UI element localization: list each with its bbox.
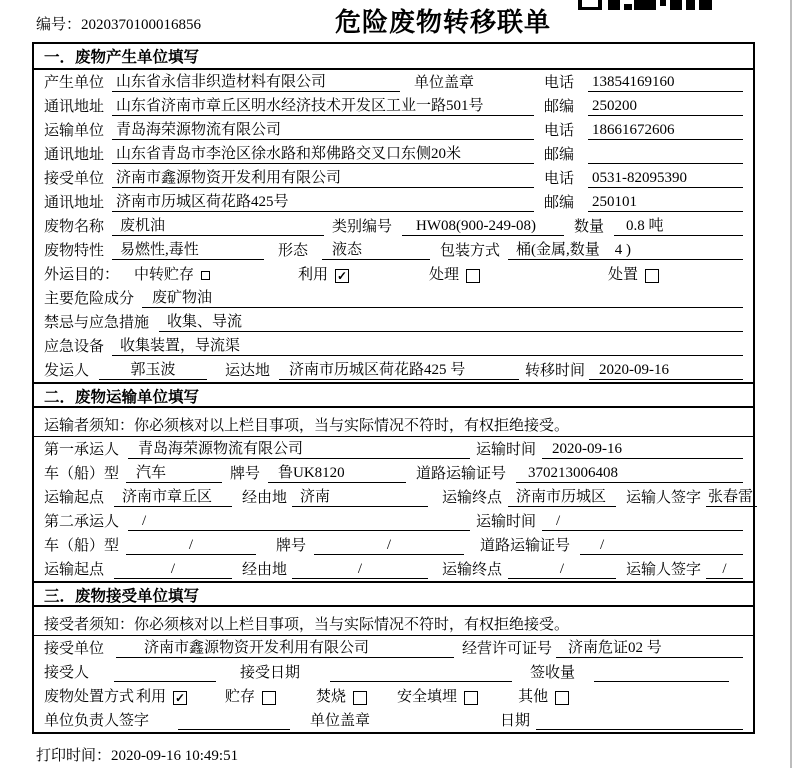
equipment-value: 收集装置，导流渠 xyxy=(112,337,743,356)
producer-address-value: 山东省济南市章丘区明水经济技术开发区工业一路501号 xyxy=(112,97,534,116)
zip-label: 邮编 xyxy=(544,99,575,115)
transfer-time-value: 2020-09-16 xyxy=(589,361,743,380)
sender-value: 郭玉波 xyxy=(99,361,207,380)
head-sign-value xyxy=(178,729,290,730)
row-waste-property xyxy=(34,238,753,262)
vehicle-type-label: 车（船）型 xyxy=(44,466,120,482)
qr-block xyxy=(670,0,682,10)
row-purpose xyxy=(34,262,753,286)
checkbox-disposal-landfill xyxy=(464,691,478,705)
end-label: 运输终点 xyxy=(442,562,503,578)
second-end-value: / xyxy=(508,560,616,579)
permit-label: 经营许可证号 xyxy=(462,641,553,657)
transport-zip-value xyxy=(588,163,743,164)
second-transport-time-value: / xyxy=(542,512,743,531)
transfer-time-label: 转移时间 xyxy=(525,363,586,379)
receive-unit-value: 济南市鑫源物资开发利用有限公司 xyxy=(112,169,534,188)
checkbox-utilize-checked: ✓ xyxy=(337,269,348,283)
option-label: 处置 xyxy=(608,267,639,283)
receive-zip-value: 250101 xyxy=(588,193,743,212)
manifest-form xyxy=(32,42,755,734)
disposal-option-landfill xyxy=(397,688,478,706)
qr-block xyxy=(660,0,666,6)
checkbox-dispose xyxy=(645,269,659,283)
end-label: 运输终点 xyxy=(442,490,503,506)
receiver-notice: 接受者须知：你必须核对以上栏目事项，当与实际情况不符时，有权拒绝接受。 xyxy=(34,607,753,636)
first-plate-value: 鲁UK8120 xyxy=(268,464,406,483)
transport-unit-label: 运输单位 xyxy=(44,123,105,139)
row-sender xyxy=(34,358,753,382)
unit-seal-label: 单位盖章 xyxy=(414,75,475,91)
print-time-label: 打印时间： xyxy=(36,748,112,764)
purpose-option-transfer-storage xyxy=(134,266,210,284)
page-title: 危险废物转移联单 xyxy=(334,8,552,37)
vehicle-type-label: 车（船）型 xyxy=(44,538,120,554)
second-origin-value: / xyxy=(114,560,232,579)
receive-phone-value: 0531-82095390 xyxy=(588,169,743,188)
option-label: 利用 xyxy=(298,267,329,283)
sign-quantity-label: 签收量 xyxy=(530,665,576,681)
plate-label: 牌号 xyxy=(230,466,261,482)
option-label: 其他 xyxy=(518,689,549,705)
qr-code-fragment xyxy=(578,0,712,10)
second-plate-value: / xyxy=(314,536,464,555)
origin-label: 运输起点 xyxy=(44,562,105,578)
qr-block xyxy=(624,4,632,10)
date-label: 日期 xyxy=(500,713,531,729)
left-group xyxy=(44,121,544,140)
left-group xyxy=(44,145,544,164)
first-road-license-value: 370213006408 xyxy=(516,464,743,483)
row-taboo-measures xyxy=(34,310,753,334)
equipment-label: 应急设备 xyxy=(44,339,105,355)
receive-unit-label: 接受单位 xyxy=(44,641,105,657)
left-group xyxy=(44,193,544,212)
receive-date-value xyxy=(330,681,512,682)
second-carrier-label: 第二承运人 xyxy=(44,514,120,530)
print-time-value: 2020-09-16 10:49:51 xyxy=(111,748,239,764)
receive-address-value: 济南市历城区荷花路425号 xyxy=(112,193,534,212)
print-time-line xyxy=(36,744,238,765)
row-first-carrier xyxy=(34,437,753,461)
phone-label: 电话 xyxy=(544,75,575,91)
receive-date-label: 接受日期 xyxy=(240,665,301,681)
plate-label: 牌号 xyxy=(276,538,307,554)
disposal-label: 废物处置方式 xyxy=(44,689,135,705)
transporter-notice: 运输者须知：你必须核对以上栏目事项，当与实际情况不符时，有权拒绝接受。 xyxy=(34,408,753,437)
transport-unit-value: 青岛海荣源物流有限公司 xyxy=(112,121,534,140)
disposal-option-incinerate xyxy=(316,688,367,706)
via-label: 经由地 xyxy=(242,562,288,578)
transporter-sign-label: 运输人签字 xyxy=(626,562,702,578)
option-label: 中转贮存 xyxy=(134,267,195,283)
waste-name-value: 废机油 xyxy=(112,217,324,236)
row-second-vehicle xyxy=(34,533,753,557)
first-carrier-label: 第一承运人 xyxy=(44,442,120,458)
second-via-value: / xyxy=(292,560,428,579)
row-second-route xyxy=(34,557,753,581)
qr-block xyxy=(578,0,602,10)
taboo-label: 禁忌与应急措施 xyxy=(44,315,150,331)
first-vehicle-value: 汽车 xyxy=(126,464,222,483)
row-second-carrier xyxy=(34,509,753,533)
row-receiver xyxy=(34,660,753,684)
checkbox-disposal-other xyxy=(555,691,569,705)
purpose-option-treat xyxy=(429,266,480,284)
left-group xyxy=(44,73,544,92)
waste-name-label: 废物名称 xyxy=(44,219,105,235)
destination-label: 运达地 xyxy=(225,363,271,379)
origin-label: 运输起点 xyxy=(44,490,105,506)
option-label: 利用 xyxy=(136,689,167,705)
destination-value: 济南市历城区荷花路425 号 xyxy=(279,361,519,380)
option-label: 安全填埋 xyxy=(397,689,458,705)
hazard-label: 主要危险成分 xyxy=(44,291,135,307)
row-disposal-method xyxy=(34,684,753,708)
purpose-option-dispose xyxy=(608,266,659,284)
unit-seal-label: 单位盖章 xyxy=(310,713,371,729)
row-hazard-components xyxy=(34,286,753,310)
receiver-label: 接受人 xyxy=(44,665,90,681)
row-waste-name xyxy=(34,214,753,238)
phone-label: 电话 xyxy=(544,171,575,187)
disposal-option-other xyxy=(518,688,569,706)
disposal-option-utilize xyxy=(136,688,187,706)
receiving-unit-value: 济南市鑫源物资开发利用有限公司 xyxy=(116,639,454,658)
property-label: 废物特性 xyxy=(44,243,105,259)
page-edge-line xyxy=(790,0,792,768)
checkbox-treat xyxy=(466,269,480,283)
serial-label: 编号： xyxy=(36,17,82,33)
row-receiving-unit xyxy=(34,636,753,660)
receiver-value xyxy=(114,681,216,682)
row-first-vehicle xyxy=(34,461,753,485)
quantity-label: 数量 xyxy=(574,219,605,235)
row-emergency-equipment xyxy=(34,334,753,358)
left-group xyxy=(44,97,544,116)
property-value: 易燃性,毒性 xyxy=(112,241,264,260)
first-via-value: 济南 xyxy=(292,488,428,507)
second-transporter-sign-value: / xyxy=(706,560,743,579)
producer-zip-value: 250200 xyxy=(588,97,743,116)
option-label: 焚烧 xyxy=(316,689,347,705)
purpose-option-utilize xyxy=(298,266,349,284)
packing-label: 包装方式 xyxy=(440,243,501,259)
zip-label: 邮编 xyxy=(544,147,575,163)
row-head-signature xyxy=(34,708,753,732)
qr-block xyxy=(608,0,620,10)
section-2-header: 二．废物运输单位填写 xyxy=(34,382,753,408)
left-group xyxy=(44,169,544,188)
form-value: 液态 xyxy=(322,241,430,260)
checkbox-disposal-store xyxy=(262,691,276,705)
producer-phone-value: 13854169160 xyxy=(588,73,743,92)
sender-label: 发运人 xyxy=(44,363,90,379)
transport-time-label: 运输时间 xyxy=(476,442,537,458)
transport-time-label: 运输时间 xyxy=(476,514,537,530)
first-carrier-value: 青岛海荣源物流有限公司 xyxy=(128,440,470,459)
checkbox-disposal-incinerate xyxy=(353,691,367,705)
address-label: 通讯地址 xyxy=(44,99,105,115)
packing-value: 桶(金属,数量 4 ) xyxy=(508,241,743,260)
date-value xyxy=(536,729,743,730)
zip-label: 邮编 xyxy=(544,195,575,211)
address-label: 通讯地址 xyxy=(44,195,105,211)
transporter-sign-label: 运输人签字 xyxy=(626,490,702,506)
quantity-value: 0.8 吨 xyxy=(614,217,743,236)
row-transport-address xyxy=(34,142,753,166)
checkbox-transfer-storage xyxy=(201,271,210,280)
produce-unit-value: 山东省永信非织造材料有限公司 xyxy=(112,73,400,92)
serial-number-line xyxy=(36,13,201,34)
permit-value: 济南危证02 号 xyxy=(556,639,743,658)
head-sign-label: 单位负责人签字 xyxy=(44,713,150,729)
first-origin-value: 济南市章丘区 xyxy=(114,488,232,507)
first-transporter-sign-value: 张春雷 xyxy=(706,488,757,507)
section-1-header: 一．废物产生单位填写 xyxy=(34,44,753,70)
sign-quantity-value xyxy=(594,681,729,682)
first-transport-time-value: 2020-09-16 xyxy=(542,440,743,459)
option-label: 处理 xyxy=(429,267,460,283)
row-transport-unit xyxy=(34,118,753,142)
second-vehicle-value: / xyxy=(126,536,256,555)
produce-unit-label: 产生单位 xyxy=(44,75,105,91)
phone-label: 电话 xyxy=(544,123,575,139)
row-first-route xyxy=(34,485,753,509)
first-end-value: 济南市历城区 xyxy=(508,488,616,507)
disposal-option-store xyxy=(225,688,276,706)
row-receive-address xyxy=(34,190,753,214)
transport-address-value: 山东省青岛市李沧区徐水路和郑佛路交叉口东侧20米 xyxy=(112,145,534,164)
purpose-label: 外运目的： xyxy=(44,267,120,283)
hazard-value: 废矿物油 xyxy=(142,289,743,308)
qr-block xyxy=(686,0,695,10)
via-label: 经由地 xyxy=(242,490,288,506)
serial-value: 2020370100016856 xyxy=(81,17,202,33)
row-producer-address xyxy=(34,94,753,118)
second-road-license-value: / xyxy=(580,536,743,555)
row-receive-unit xyxy=(34,166,753,190)
receive-unit-label: 接受单位 xyxy=(44,171,105,187)
option-label: 贮存 xyxy=(225,689,256,705)
qr-block xyxy=(699,0,712,10)
category-label: 类别编号 xyxy=(332,219,393,235)
road-license-label: 道路运输证号 xyxy=(416,466,507,482)
checkbox-disposal-utilize-checked: ✓ xyxy=(174,691,186,705)
row-produce-unit xyxy=(34,70,753,94)
address-label: 通讯地址 xyxy=(44,147,105,163)
section-3-header: 三．废物接受单位填写 xyxy=(34,581,753,607)
category-value: HW08(900-249-08) xyxy=(402,217,564,236)
road-license-label: 道路运输证号 xyxy=(480,538,571,554)
second-carrier-value: / xyxy=(128,512,470,531)
form-label: 形态 xyxy=(278,243,309,259)
transport-phone-value: 18661672606 xyxy=(588,121,743,140)
qr-block xyxy=(634,0,656,10)
taboo-value: 收集、导流 xyxy=(159,313,743,332)
